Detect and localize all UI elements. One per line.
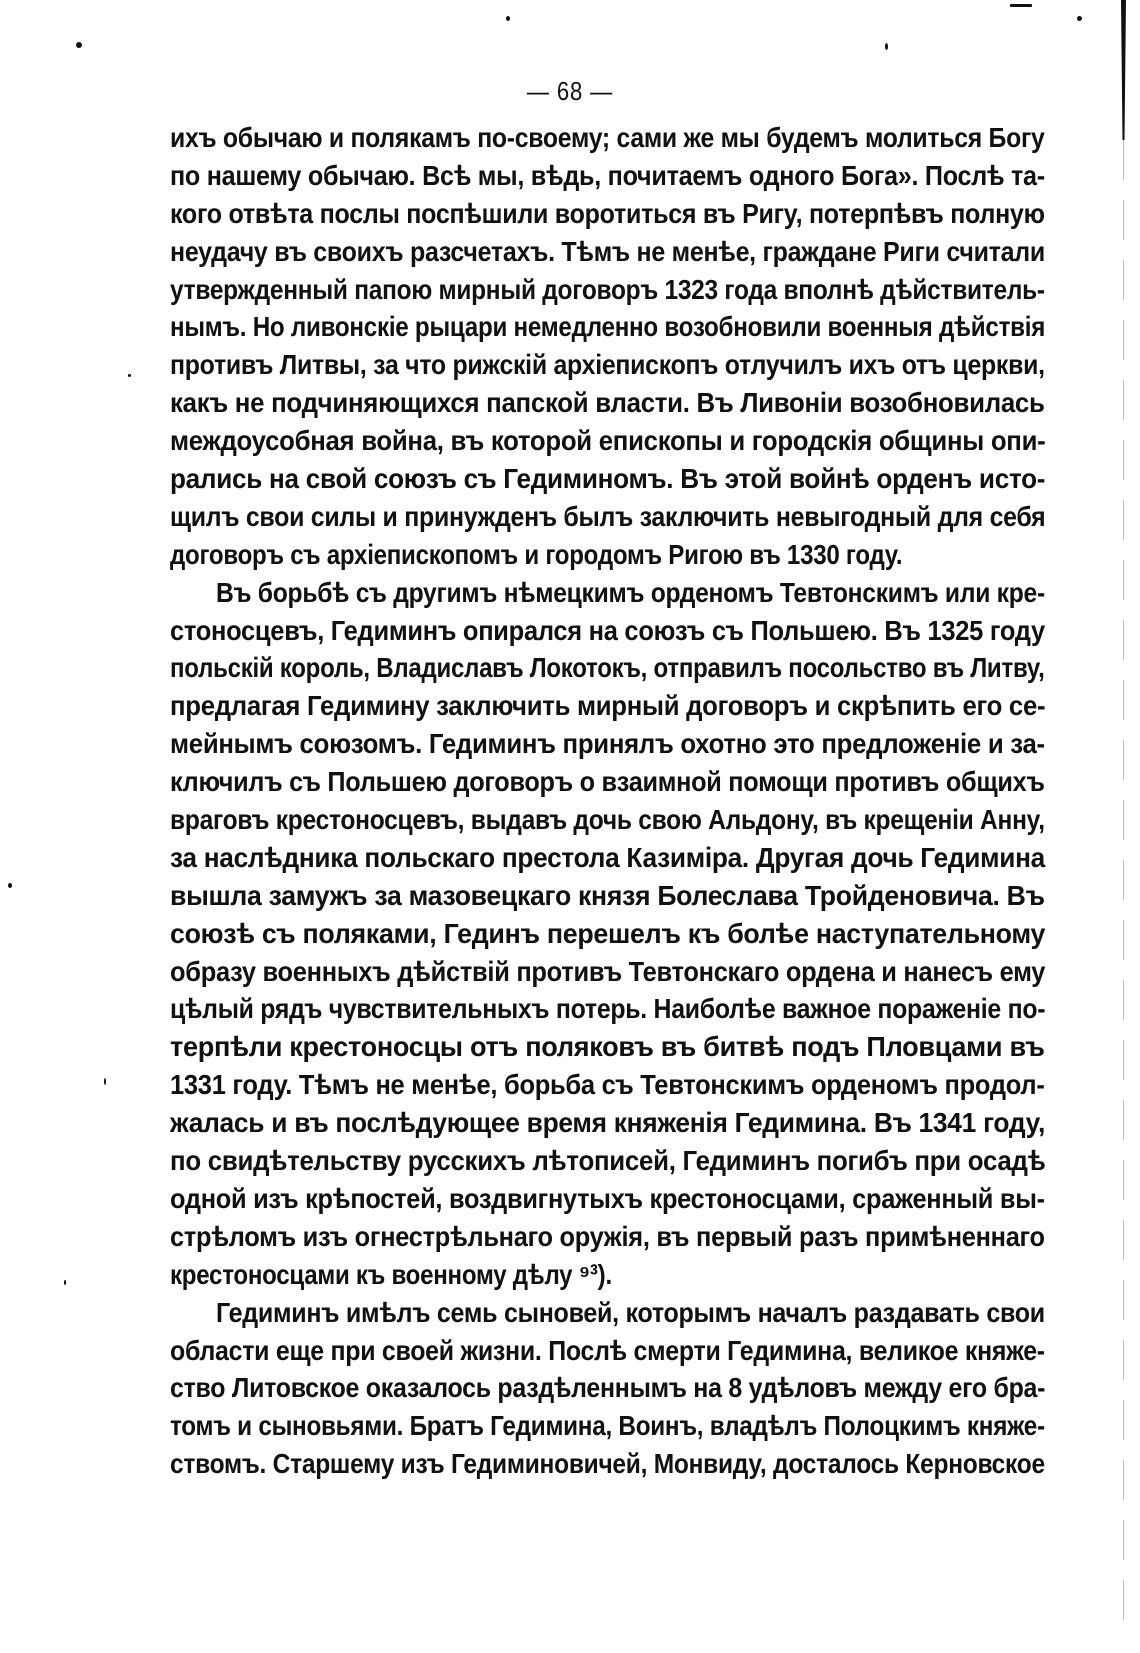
- text-line: кого отвѣта послы поспѣшили воротиться въ Ригу, потерпѣвъ полную: [170, 197, 1045, 229]
- text-line: ствомъ. Старшему изъ Гедиминовичей, Монвиду, досталось Керновское: [170, 1448, 1045, 1480]
- text-line: крестоносцами къ военному дѣлу ⁹³).: [170, 1258, 612, 1290]
- scan-mark: [1010, 4, 1032, 7]
- text-line: рались на свой союзъ съ Гедиминомъ. Въ этой войнѣ орденъ исто-: [170, 463, 1046, 495]
- scan-speck: [1077, 16, 1082, 21]
- scan-speck: [885, 43, 888, 50]
- text-line: жалась и въ послѣдующее время княженія Гедимина. Въ 1341 году,: [170, 1107, 1046, 1139]
- text-line: противъ Литвы, за что рижскій архіепископъ отлучилъ ихъ отъ церкви,: [170, 349, 1045, 381]
- text-line: мейнымъ союзомъ. Гедиминъ принялъ охотно это предложеніе и за-: [170, 728, 1045, 760]
- scan-speck: [506, 16, 510, 21]
- page-edge-shadow: [1121, 0, 1126, 140]
- text-line: враговъ крестоносцевъ, выдавъ дочь свою Альдону, въ крещеніи Анну,: [170, 804, 1045, 836]
- text-line: утвержденный папою мирный договоръ 1323 года вполнѣ дѣйствитель-: [170, 273, 1045, 305]
- text-line: щилъ свои силы и принужденъ былъ заключить невыгодный для себя: [170, 500, 1046, 532]
- text-line: неудачу въ своихъ разсчетахъ. Тѣмъ не менѣе, граждане Риги считали: [170, 235, 1045, 267]
- text-line: стоносцевъ, Гедиминъ опирался на союзъ съ Польшею. Въ 1325 году: [170, 614, 1045, 646]
- text-line: какъ не подчиняющихся папской власти. Въ Ливоніи возобновилась: [170, 387, 1045, 419]
- page-edge-line: [1123, 140, 1124, 1640]
- scan-speck: [76, 42, 82, 48]
- scan-speck: [128, 374, 131, 377]
- text-line: томъ и сыновьями. Братъ Гедимина, Воинъ, владѣлъ Полоцкимъ княже-: [170, 1410, 1045, 1442]
- text-line: по свидѣтельству русскихъ лѣтописей, Гедиминъ погибъ при осадѣ: [170, 1145, 1046, 1177]
- text-line: ство Литовское оказалось раздѣленнымъ на 8 удѣловъ между его бра-: [170, 1372, 1046, 1404]
- scan-speck: [104, 1078, 106, 1085]
- text-line: ихъ обычаю и полякамъ по-своему; сами же мы будемъ молиться Богу: [170, 122, 1045, 153]
- body-text: [170, 119, 1045, 1483]
- scan-speck: [8, 883, 12, 888]
- page-number: — 68 —: [526, 76, 614, 106]
- text-line: терпѣли крестоносцы отъ поляковъ въ битвѣ подъ Пловцами въ: [170, 1031, 1045, 1063]
- text-line: междоусобная война, въ которой епископы и городскія общины опи-: [170, 425, 1046, 457]
- text-line: предлагая Гедимину заключить мирный договоръ и скрѣпить его се-: [170, 690, 1046, 722]
- text-line: области еще при своей жизни. Послѣ смерти Гедимина, великое княже-: [170, 1334, 1045, 1366]
- text-line: за наслѣдника польскаго престола Казиміра. Другая дочь Гедимина: [170, 841, 1045, 873]
- text-line: стрѣломъ изъ огнестрѣльнаго оружія, въ первый разъ примѣненнаго: [170, 1220, 1045, 1252]
- paragraph-first-line: Гедиминъ имѣлъ семь сыновей, которымъ началъ раздавать свои: [215, 1296, 1045, 1328]
- scan-speck: [64, 1280, 66, 1285]
- text-line: по нашему обычаю. Всѣ мы, вѣдь, почитаемъ одного Бога». Послѣ та-: [170, 159, 1045, 191]
- paragraph-first-line: Въ борьбѣ съ другимъ нѣмецкимъ орденомъ Тевтонскимъ или кре-: [215, 576, 1045, 608]
- text-line: польскій король, Владиславъ Локотокъ, отправилъ посольство въ Литву,: [170, 652, 1045, 684]
- text-line: вышла замужъ за мазовецкаго князя Болеслава Тройденовича. Въ: [170, 879, 1045, 911]
- text-line: союзѣ съ поляками, Гединъ перешелъ къ болѣе наступательному: [170, 917, 1046, 949]
- text-line: 1331 году. Тѣмъ не менѣе, борьба съ Тевтонскимъ орденомъ продол-: [170, 1069, 1045, 1101]
- text-line: цѣлый рядъ чувствительныхъ потерь. Наиболѣе важное пораженіе по-: [170, 993, 1046, 1025]
- text-line: образу военныхъ дѣйствій противъ Тевтонскаго ордена и нанесъ ему: [170, 955, 1046, 987]
- text-line: ключилъ съ Польшею договоръ о взаимной помощи противъ общихъ: [170, 766, 1045, 798]
- text-line: нымъ. Но ливонскіе рыцари немедленно возобновили военныя дѣйствія: [170, 311, 1046, 343]
- text-line: договоръ съ архіепископомъ и городомъ Ригою въ 1330 году.: [170, 538, 903, 570]
- text-line: одной изъ крѣпостей, воздвигнутыхъ крестоносцами, сраженный вы-: [170, 1182, 1045, 1214]
